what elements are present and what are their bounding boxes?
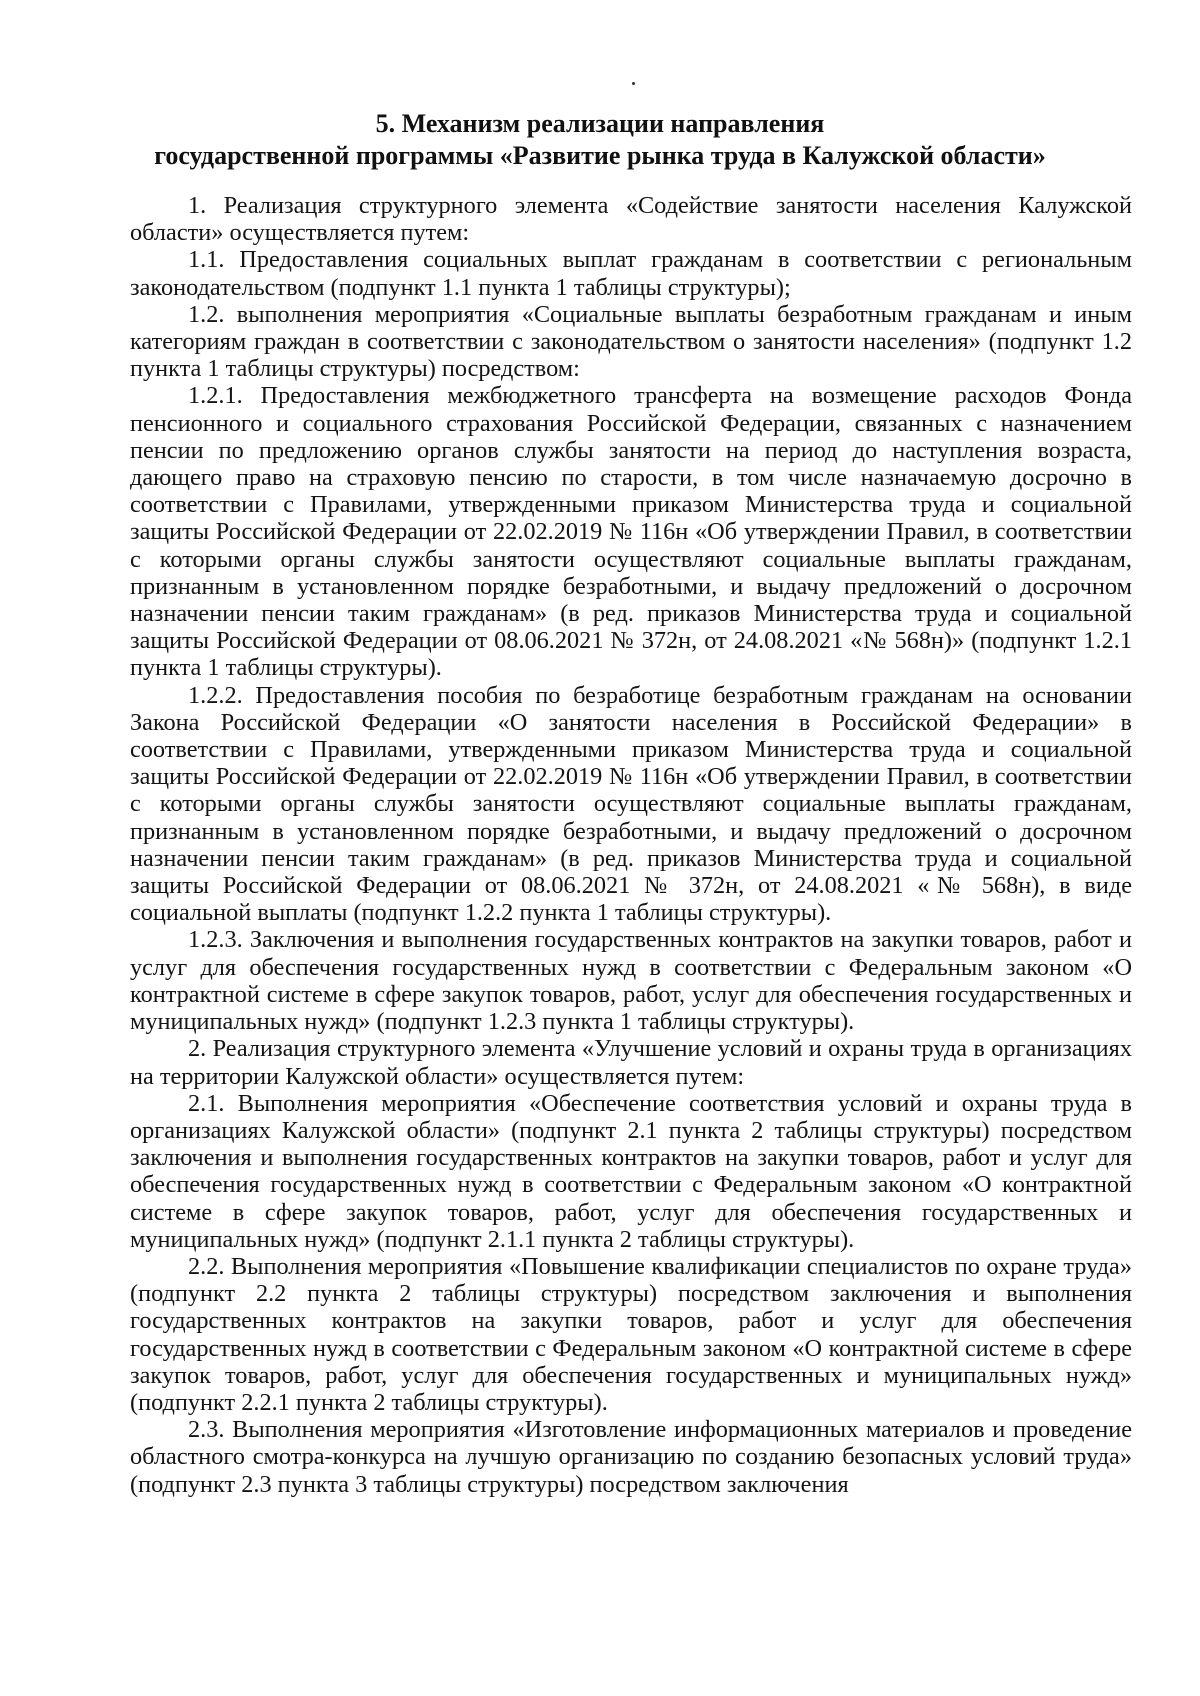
paragraph-2-3: 2.3. Выполнения мероприятия «Изготовление информационных материалов и проведение областного смотра-конкурса на лучшую организацию по созданию безопасных условий труда» (подпункт 2.3 пункта 3 таблицы структуры) посредством заключения <box>130 1416 1132 1498</box>
paragraph-1-1: 1.1. Предоставления социальных выплат гражданам в соответствии с региональным законодательством (подпункт 1.1 пункта 1 таблицы структуры); <box>130 246 1132 301</box>
paragraph-2: 2. Реализация структурного элемента «Улучшение условий и охраны труда в организациях на территории Калужской области» осуществляется путем: <box>130 1035 1132 1090</box>
paragraph-1: 1. Реализация структурного элемента «Содействие занятости населения Калужской области» осуществляется путем: <box>130 192 1132 247</box>
paragraph-2-2: 2.2. Выполнения мероприятия «Повышение квалификации специалистов по охране труда» (подпункт 2.2 пункта 2 таблицы структуры) посредством заключения и выполнения государственных контрактов на закупки товаров, работ и услуг для обеспечения государственных нужд в соответствии с Федеральным законом «О контрактной системе в сфере закупок товаров, работ, услуг для обеспечения государственных и муниципальных нужд» (подпункт 2.2.1 пункта 2 таблицы структуры). <box>130 1252 1132 1416</box>
paragraph-1-2-1: 1.2.1. Предоставления межбюджетного трансферта на возмещение расходов Фонда пенсионного и социального страхования Российской Федерации, связанных с назначением пенсии по предложению органов службы занятости на период до наступления возраста, дающего право на страховую пенсию по старости, в том числе назначаемую досрочно в соответствии с Правилами, утвержденными приказом Министерства труда и социальной защиты Российской Федерации от 22.02.2019 № 116н «Об утверждении Правил, в соответствии с которыми органы службы занятости осуществляют социальные выплаты гражданам, признанным в установленном порядке безработными, и выдачу предложений о досрочном назначении пенсии таким гражданам» (в ред. приказов Министерства труда и социальной защиты Российской Федерации от 08.06.2021 № 372н, от 24.08.2021 «№ 568н)» (подпункт 1.2.1 пункта 1 таблицы структуры). <box>130 382 1132 682</box>
section-title <box>0 108 1200 172</box>
paragraph-2-1: 2.1. Выполнения мероприятия «Обеспечение соответствия условий и охраны труда в организациях Калужской области» (подпункт 2.1 пункта 2 таблицы структуры) посредством заключения и выполнения государственных контрактов на закупки товаров, работ и услуг для обеспечения государственных нужд в соответствии с Федеральным законом «О контрактной системе в сфере закупок товаров, работ, услуг для обеспечения государственных и муниципальных нужд» (подпункт 2.1.1 пункта 2 таблицы структуры). <box>130 1089 1132 1253</box>
scan-speck <box>632 82 635 85</box>
section-title-line-2: государственной программы «Развитие рынка труда в Калужской области» <box>154 141 1046 170</box>
section-title-line-1: 5. Механизм реализации направления <box>375 109 825 138</box>
document-body <box>130 192 1132 1498</box>
paragraph-1-2-3: 1.2.3. Заключения и выполнения государственных контрактов на закупки товаров, работ и услуг для обеспечения государственных нужд в соответствии с Федеральным законом «О контрактной системе в сфере закупок товаров, работ, услуг для обеспечения государственных и муниципальных нужд» (подпункт 1.2.3 пункта 1 таблицы структуры). <box>130 926 1132 1036</box>
paragraph-1-2: 1.2. выполнения мероприятия «Социальные выплаты безработным гражданам и иным категориям граждан в соответствии с законодательством о занятости населения» (подпункт 1.2 пункта 1 таблицы структуры) посредством: <box>130 300 1132 383</box>
paragraph-1-2-2: 1.2.2. Предоставления пособия по безработице безработным гражданам на основании Закона Российской Федерации «О занятости населения в Российской Федерации» в соответствии с Правилами, утвержденными приказом Министерства труда и социальной защиты Российской Федерации от 22.02.2019 № 116н «Об утверждении Правил, в соответствии с которыми органы службы занятости осуществляют социальные выплаты гражданам, признанным в установленном порядке безработными, и выдачу предложений о досрочном назначении пенсии таким гражданам» (в ред. приказов Министерства труда и социальной защиты Российской Федерации от 08.06.2021 № 372н, от 24.08.2021 «№ 568н), в виде социальной выплаты (подпункт 1.2.2 пункта 1 таблицы структуры). <box>130 681 1132 927</box>
